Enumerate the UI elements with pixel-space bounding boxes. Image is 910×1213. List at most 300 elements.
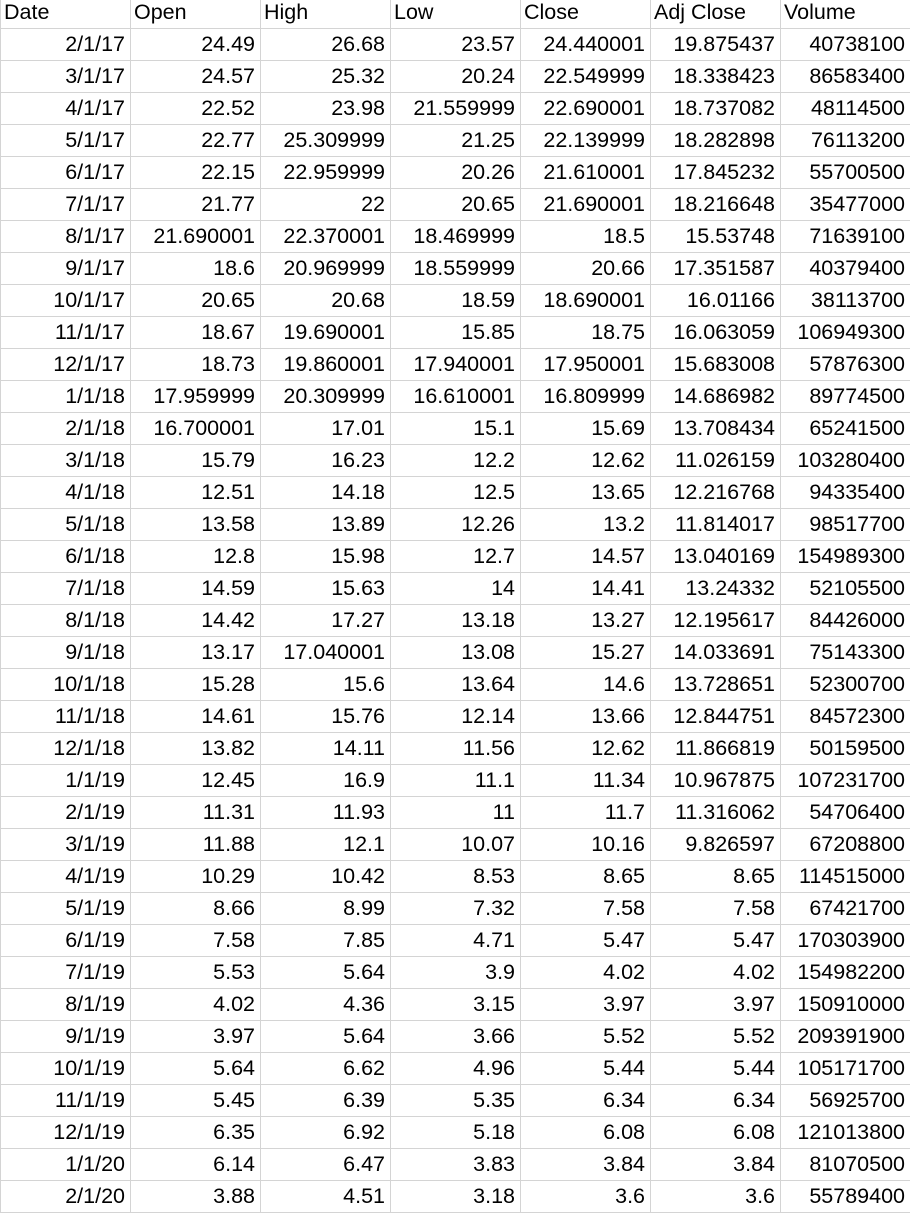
column-header-high[interactable]: High xyxy=(261,0,391,29)
cell-open[interactable]: 21.690001 xyxy=(131,221,261,253)
cell-high[interactable]: 6.92 xyxy=(261,1117,391,1149)
cell-volume[interactable]: 52105500 xyxy=(781,573,910,605)
cell-close[interactable]: 18.690001 xyxy=(521,285,651,317)
cell-close[interactable]: 17.950001 xyxy=(521,349,651,381)
cell-close[interactable]: 18.75 xyxy=(521,317,651,349)
cell-date[interactable]: 11/1/18 xyxy=(1,701,131,733)
cell-open[interactable]: 18.73 xyxy=(131,349,261,381)
cell-close[interactable]: 13.27 xyxy=(521,605,651,637)
cell-open[interactable]: 7.58 xyxy=(131,925,261,957)
cell-low[interactable]: 14 xyxy=(391,573,521,605)
cell-low[interactable]: 18.559999 xyxy=(391,253,521,285)
cell-close[interactable]: 16.809999 xyxy=(521,381,651,413)
cell-adj-close[interactable]: 11.316062 xyxy=(651,797,781,829)
cell-date[interactable]: 4/1/18 xyxy=(1,477,131,509)
table-row xyxy=(1,765,910,797)
cell-date[interactable]: 4/1/17 xyxy=(1,93,131,125)
cell-open[interactable]: 4.02 xyxy=(131,989,261,1021)
cell-adj-close[interactable]: 15.53748 xyxy=(651,221,781,253)
cell-low[interactable]: 10.07 xyxy=(391,829,521,861)
cell-low[interactable]: 15.1 xyxy=(391,413,521,445)
cell-adj-close[interactable]: 17.351587 xyxy=(651,253,781,285)
cell-close[interactable]: 5.44 xyxy=(521,1053,651,1085)
cell-adj-close[interactable]: 16.063059 xyxy=(651,317,781,349)
cell-open[interactable]: 13.58 xyxy=(131,509,261,541)
cell-date[interactable]: 10/1/18 xyxy=(1,669,131,701)
table-row xyxy=(1,29,910,61)
cell-open[interactable]: 6.35 xyxy=(131,1117,261,1149)
cell-adj-close[interactable]: 15.683008 xyxy=(651,349,781,381)
cell-high[interactable]: 11.93 xyxy=(261,797,391,829)
cell-low[interactable]: 12.14 xyxy=(391,701,521,733)
cell-adj-close[interactable]: 7.58 xyxy=(651,893,781,925)
table-row xyxy=(1,445,910,477)
cell-date[interactable]: 11/1/19 xyxy=(1,1085,131,1117)
cell-date[interactable]: 8/1/18 xyxy=(1,605,131,637)
table-row xyxy=(1,1085,910,1117)
cell-volume[interactable]: 154982200 xyxy=(781,957,910,989)
cell-high[interactable]: 15.63 xyxy=(261,573,391,605)
cell-date[interactable]: 7/1/17 xyxy=(1,189,131,221)
cell-open[interactable]: 3.97 xyxy=(131,1021,261,1053)
cell-high[interactable]: 23.98 xyxy=(261,93,391,125)
cell-high[interactable]: 5.64 xyxy=(261,1021,391,1053)
cell-date[interactable]: 9/1/17 xyxy=(1,253,131,285)
cell-volume[interactable]: 71639100 xyxy=(781,221,910,253)
table-row xyxy=(1,957,910,989)
cell-open[interactable]: 12.8 xyxy=(131,541,261,573)
cell-adj-close[interactable]: 6.08 xyxy=(651,1117,781,1149)
cell-adj-close[interactable]: 13.708434 xyxy=(651,413,781,445)
cell-adj-close[interactable]: 5.44 xyxy=(651,1053,781,1085)
cell-date[interactable]: 12/1/17 xyxy=(1,349,131,381)
cell-low[interactable]: 8.53 xyxy=(391,861,521,893)
cell-date[interactable]: 7/1/19 xyxy=(1,957,131,989)
cell-volume[interactable]: 56925700 xyxy=(781,1085,910,1117)
cell-low[interactable]: 23.57 xyxy=(391,29,521,61)
cell-close[interactable]: 15.27 xyxy=(521,637,651,669)
cell-close[interactable]: 11.34 xyxy=(521,765,651,797)
cell-open[interactable]: 18.67 xyxy=(131,317,261,349)
cell-close[interactable]: 21.690001 xyxy=(521,189,651,221)
cell-adj-close[interactable]: 13.728651 xyxy=(651,669,781,701)
cell-open[interactable]: 14.61 xyxy=(131,701,261,733)
cell-low[interactable]: 3.9 xyxy=(391,957,521,989)
table-row xyxy=(1,861,910,893)
cell-adj-close[interactable]: 14.686982 xyxy=(651,381,781,413)
cell-open[interactable]: 24.49 xyxy=(131,29,261,61)
table-row xyxy=(1,1149,910,1181)
cell-open[interactable]: 15.28 xyxy=(131,669,261,701)
cell-date[interactable]: 8/1/17 xyxy=(1,221,131,253)
cell-volume[interactable]: 65241500 xyxy=(781,413,910,445)
cell-date[interactable]: 1/1/19 xyxy=(1,765,131,797)
cell-low[interactable]: 11 xyxy=(391,797,521,829)
cell-high[interactable]: 7.85 xyxy=(261,925,391,957)
cell-low[interactable]: 3.66 xyxy=(391,1021,521,1053)
cell-high[interactable]: 17.040001 xyxy=(261,637,391,669)
column-header-adj-close[interactable]: Adj Close xyxy=(651,0,781,29)
cell-volume[interactable]: 98517700 xyxy=(781,509,910,541)
table-row xyxy=(1,189,910,221)
cell-volume[interactable]: 106949300 xyxy=(781,317,910,349)
cell-low[interactable]: 18.59 xyxy=(391,285,521,317)
cell-open[interactable]: 18.6 xyxy=(131,253,261,285)
cell-close[interactable]: 22.139999 xyxy=(521,125,651,157)
cell-adj-close[interactable]: 11.026159 xyxy=(651,445,781,477)
cell-date[interactable]: 2/1/18 xyxy=(1,413,131,445)
cell-high[interactable]: 17.27 xyxy=(261,605,391,637)
cell-high[interactable]: 19.860001 xyxy=(261,349,391,381)
cell-date[interactable]: 1/1/18 xyxy=(1,381,131,413)
cell-open[interactable]: 5.64 xyxy=(131,1053,261,1085)
cell-low[interactable]: 3.18 xyxy=(391,1181,521,1213)
cell-volume[interactable]: 57876300 xyxy=(781,349,910,381)
cell-adj-close[interactable]: 5.47 xyxy=(651,925,781,957)
cell-date[interactable]: 6/1/18 xyxy=(1,541,131,573)
cell-open[interactable]: 13.82 xyxy=(131,733,261,765)
table-row xyxy=(1,573,910,605)
cell-adj-close[interactable]: 14.033691 xyxy=(651,637,781,669)
cell-close[interactable]: 24.440001 xyxy=(521,29,651,61)
cell-volume[interactable]: 48114500 xyxy=(781,93,910,125)
cell-close[interactable]: 6.34 xyxy=(521,1085,651,1117)
cell-open[interactable]: 17.959999 xyxy=(131,381,261,413)
cell-low[interactable]: 13.18 xyxy=(391,605,521,637)
table-row xyxy=(1,61,910,93)
cell-date[interactable]: 10/1/17 xyxy=(1,285,131,317)
cell-date[interactable]: 6/1/19 xyxy=(1,925,131,957)
cell-high[interactable]: 4.36 xyxy=(261,989,391,1021)
table-row xyxy=(1,701,910,733)
column-header-volume[interactable]: Volume xyxy=(781,0,910,29)
cell-open[interactable]: 5.45 xyxy=(131,1085,261,1117)
cell-high[interactable]: 25.32 xyxy=(261,61,391,93)
cell-volume[interactable]: 67208800 xyxy=(781,829,910,861)
cell-close[interactable]: 14.6 xyxy=(521,669,651,701)
cell-adj-close[interactable]: 9.826597 xyxy=(651,829,781,861)
cell-high[interactable]: 17.01 xyxy=(261,413,391,445)
cell-volume[interactable]: 170303900 xyxy=(781,925,910,957)
table-row xyxy=(1,733,910,765)
cell-high[interactable]: 6.47 xyxy=(261,1149,391,1181)
cell-low[interactable]: 18.469999 xyxy=(391,221,521,253)
cell-adj-close[interactable]: 12.216768 xyxy=(651,477,781,509)
cell-date[interactable]: 2/1/17 xyxy=(1,29,131,61)
cell-open[interactable]: 22.15 xyxy=(131,157,261,189)
cell-low[interactable]: 21.559999 xyxy=(391,93,521,125)
table-row xyxy=(1,541,910,573)
cell-low[interactable]: 20.26 xyxy=(391,157,521,189)
cell-open[interactable]: 6.14 xyxy=(131,1149,261,1181)
cell-low[interactable]: 3.15 xyxy=(391,989,521,1021)
cell-high[interactable]: 22.959999 xyxy=(261,157,391,189)
cell-low[interactable]: 12.7 xyxy=(391,541,521,573)
cell-adj-close[interactable]: 12.844751 xyxy=(651,701,781,733)
cell-close[interactable]: 3.84 xyxy=(521,1149,651,1181)
table-body xyxy=(1,29,910,1213)
cell-low[interactable]: 3.83 xyxy=(391,1149,521,1181)
cell-open[interactable]: 13.17 xyxy=(131,637,261,669)
cell-low[interactable]: 5.18 xyxy=(391,1117,521,1149)
cell-close[interactable]: 15.69 xyxy=(521,413,651,445)
column-header-open[interactable]: Open xyxy=(131,0,261,29)
cell-close[interactable]: 21.610001 xyxy=(521,157,651,189)
cell-adj-close[interactable]: 3.84 xyxy=(651,1149,781,1181)
cell-adj-close[interactable]: 3.97 xyxy=(651,989,781,1021)
cell-high[interactable]: 15.76 xyxy=(261,701,391,733)
cell-low[interactable]: 4.71 xyxy=(391,925,521,957)
cell-adj-close[interactable]: 13.24332 xyxy=(651,573,781,605)
cell-high[interactable]: 16.23 xyxy=(261,445,391,477)
cell-high[interactable]: 25.309999 xyxy=(261,125,391,157)
cell-volume[interactable]: 94335400 xyxy=(781,477,910,509)
column-header-low[interactable]: Low xyxy=(391,0,521,29)
cell-high[interactable]: 10.42 xyxy=(261,861,391,893)
column-header-close[interactable]: Close xyxy=(521,0,651,29)
cell-volume[interactable]: 105171700 xyxy=(781,1053,910,1085)
cell-open[interactable]: 20.65 xyxy=(131,285,261,317)
table-row xyxy=(1,317,910,349)
cell-date[interactable]: 3/1/17 xyxy=(1,61,131,93)
cell-close[interactable]: 14.41 xyxy=(521,573,651,605)
cell-open[interactable]: 12.51 xyxy=(131,477,261,509)
cell-date[interactable]: 7/1/18 xyxy=(1,573,131,605)
cell-low[interactable]: 12.5 xyxy=(391,477,521,509)
table-row xyxy=(1,125,910,157)
cell-volume[interactable]: 209391900 xyxy=(781,1021,910,1053)
cell-high[interactable]: 22 xyxy=(261,189,391,221)
cell-volume[interactable]: 55700500 xyxy=(781,157,910,189)
cell-open[interactable]: 14.42 xyxy=(131,605,261,637)
cell-open[interactable]: 8.66 xyxy=(131,893,261,925)
table-row xyxy=(1,477,910,509)
cell-volume[interactable]: 40379400 xyxy=(781,253,910,285)
cell-date[interactable]: 11/1/17 xyxy=(1,317,131,349)
table-row xyxy=(1,349,910,381)
cell-high[interactable]: 13.89 xyxy=(261,509,391,541)
cell-adj-close[interactable]: 18.338423 xyxy=(651,61,781,93)
cell-low[interactable]: 16.610001 xyxy=(391,381,521,413)
cell-close[interactable]: 3.97 xyxy=(521,989,651,1021)
cell-low[interactable]: 4.96 xyxy=(391,1053,521,1085)
cell-adj-close[interactable]: 10.967875 xyxy=(651,765,781,797)
cell-open[interactable]: 15.79 xyxy=(131,445,261,477)
cell-adj-close[interactable]: 17.845232 xyxy=(651,157,781,189)
cell-high[interactable]: 5.64 xyxy=(261,957,391,989)
cell-date[interactable]: 2/1/20 xyxy=(1,1181,131,1213)
cell-low[interactable]: 15.85 xyxy=(391,317,521,349)
table-row xyxy=(1,797,910,829)
cell-date[interactable]: 5/1/18 xyxy=(1,509,131,541)
table-row xyxy=(1,413,910,445)
cell-volume[interactable]: 114515000 xyxy=(781,861,910,893)
cell-close[interactable]: 10.16 xyxy=(521,829,651,861)
cell-open[interactable]: 12.45 xyxy=(131,765,261,797)
cell-high[interactable]: 20.969999 xyxy=(261,253,391,285)
cell-adj-close[interactable]: 5.52 xyxy=(651,1021,781,1053)
cell-volume[interactable]: 35477000 xyxy=(781,189,910,221)
cell-volume[interactable]: 40738100 xyxy=(781,29,910,61)
cell-date[interactable]: 6/1/17 xyxy=(1,157,131,189)
cell-close[interactable]: 20.66 xyxy=(521,253,651,285)
cell-close[interactable]: 13.65 xyxy=(521,477,651,509)
cell-date[interactable]: 10/1/19 xyxy=(1,1053,131,1085)
cell-date[interactable]: 9/1/18 xyxy=(1,637,131,669)
cell-close[interactable]: 22.690001 xyxy=(521,93,651,125)
cell-close[interactable]: 14.57 xyxy=(521,541,651,573)
cell-volume[interactable]: 150910000 xyxy=(781,989,910,1021)
cell-open[interactable]: 5.53 xyxy=(131,957,261,989)
cell-close[interactable]: 13.66 xyxy=(521,701,651,733)
cell-open[interactable]: 11.88 xyxy=(131,829,261,861)
cell-close[interactable]: 6.08 xyxy=(521,1117,651,1149)
cell-volume[interactable]: 121013800 xyxy=(781,1117,910,1149)
table-row xyxy=(1,893,910,925)
table-row xyxy=(1,605,910,637)
cell-adj-close[interactable]: 11.814017 xyxy=(651,509,781,541)
cell-low[interactable]: 13.64 xyxy=(391,669,521,701)
cell-date[interactable]: 9/1/19 xyxy=(1,1021,131,1053)
cell-close[interactable]: 5.52 xyxy=(521,1021,651,1053)
cell-high[interactable]: 20.68 xyxy=(261,285,391,317)
cell-volume[interactable]: 50159500 xyxy=(781,733,910,765)
cell-adj-close[interactable]: 8.65 xyxy=(651,861,781,893)
cell-low[interactable]: 11.56 xyxy=(391,733,521,765)
table-row xyxy=(1,381,910,413)
cell-volume[interactable]: 75143300 xyxy=(781,637,910,669)
cell-low[interactable]: 5.35 xyxy=(391,1085,521,1117)
table-row xyxy=(1,93,910,125)
cell-volume[interactable]: 52300700 xyxy=(781,669,910,701)
cell-date[interactable]: 4/1/19 xyxy=(1,861,131,893)
cell-close[interactable]: 5.47 xyxy=(521,925,651,957)
header-row xyxy=(1,0,910,29)
cell-volume[interactable]: 76113200 xyxy=(781,125,910,157)
cell-high[interactable]: 20.309999 xyxy=(261,381,391,413)
cell-high[interactable]: 22.370001 xyxy=(261,221,391,253)
cell-volume[interactable]: 38113700 xyxy=(781,285,910,317)
cell-low[interactable]: 11.1 xyxy=(391,765,521,797)
table-row xyxy=(1,637,910,669)
cell-high[interactable]: 4.51 xyxy=(261,1181,391,1213)
cell-high[interactable]: 6.62 xyxy=(261,1053,391,1085)
cell-adj-close[interactable]: 11.866819 xyxy=(651,733,781,765)
cell-volume[interactable]: 89774500 xyxy=(781,381,910,413)
cell-close[interactable]: 12.62 xyxy=(521,445,651,477)
cell-adj-close[interactable]: 18.737082 xyxy=(651,93,781,125)
cell-low[interactable]: 13.08 xyxy=(391,637,521,669)
cell-high[interactable]: 19.690001 xyxy=(261,317,391,349)
cell-date[interactable]: 12/1/19 xyxy=(1,1117,131,1149)
cell-low[interactable]: 7.32 xyxy=(391,893,521,925)
table-row xyxy=(1,285,910,317)
cell-close[interactable]: 18.5 xyxy=(521,221,651,253)
cell-high[interactable]: 12.1 xyxy=(261,829,391,861)
table-row xyxy=(1,989,910,1021)
cell-adj-close[interactable]: 4.02 xyxy=(651,957,781,989)
cell-volume[interactable]: 107231700 xyxy=(781,765,910,797)
cell-adj-close[interactable]: 18.282898 xyxy=(651,125,781,157)
cell-close[interactable]: 12.62 xyxy=(521,733,651,765)
cell-close[interactable]: 8.65 xyxy=(521,861,651,893)
cell-close[interactable]: 7.58 xyxy=(521,893,651,925)
cell-date[interactable]: 8/1/19 xyxy=(1,989,131,1021)
cell-date[interactable]: 5/1/19 xyxy=(1,893,131,925)
cell-adj-close[interactable]: 13.040169 xyxy=(651,541,781,573)
cell-date[interactable]: 3/1/19 xyxy=(1,829,131,861)
table-row xyxy=(1,1117,910,1149)
cell-adj-close[interactable]: 3.6 xyxy=(651,1181,781,1213)
cell-date[interactable]: 5/1/17 xyxy=(1,125,131,157)
cell-low[interactable]: 20.24 xyxy=(391,61,521,93)
cell-volume[interactable]: 103280400 xyxy=(781,445,910,477)
cell-high[interactable]: 15.6 xyxy=(261,669,391,701)
cell-open[interactable]: 16.700001 xyxy=(131,413,261,445)
table-row xyxy=(1,157,910,189)
cell-high[interactable]: 16.9 xyxy=(261,765,391,797)
cell-volume[interactable]: 81070500 xyxy=(781,1149,910,1181)
table-row xyxy=(1,253,910,285)
cell-volume[interactable]: 84572300 xyxy=(781,701,910,733)
cell-close[interactable]: 22.549999 xyxy=(521,61,651,93)
cell-close[interactable]: 11.7 xyxy=(521,797,651,829)
cell-close[interactable]: 4.02 xyxy=(521,957,651,989)
cell-high[interactable]: 14.18 xyxy=(261,477,391,509)
cell-volume[interactable]: 154989300 xyxy=(781,541,910,573)
cell-close[interactable]: 3.6 xyxy=(521,1181,651,1213)
cell-adj-close[interactable]: 19.875437 xyxy=(651,29,781,61)
cell-low[interactable]: 21.25 xyxy=(391,125,521,157)
cell-date[interactable]: 2/1/19 xyxy=(1,797,131,829)
cell-date[interactable]: 12/1/18 xyxy=(1,733,131,765)
cell-close[interactable]: 13.2 xyxy=(521,509,651,541)
cell-volume[interactable]: 54706400 xyxy=(781,797,910,829)
cell-open[interactable]: 22.52 xyxy=(131,93,261,125)
cell-volume[interactable]: 55789400 xyxy=(781,1181,910,1213)
table-row xyxy=(1,829,910,861)
cell-low[interactable]: 12.26 xyxy=(391,509,521,541)
cell-high[interactable]: 8.99 xyxy=(261,893,391,925)
table-row xyxy=(1,509,910,541)
cell-adj-close[interactable]: 12.195617 xyxy=(651,605,781,637)
cell-open[interactable]: 22.77 xyxy=(131,125,261,157)
cell-high[interactable]: 6.39 xyxy=(261,1085,391,1117)
cell-open[interactable]: 14.59 xyxy=(131,573,261,605)
cell-high[interactable]: 15.98 xyxy=(261,541,391,573)
cell-low[interactable]: 12.2 xyxy=(391,445,521,477)
cell-open[interactable]: 21.77 xyxy=(131,189,261,221)
cell-low[interactable]: 20.65 xyxy=(391,189,521,221)
cell-open[interactable]: 11.31 xyxy=(131,797,261,829)
cell-low[interactable]: 17.940001 xyxy=(391,349,521,381)
cell-high[interactable]: 14.11 xyxy=(261,733,391,765)
cell-volume[interactable]: 84426000 xyxy=(781,605,910,637)
cell-adj-close[interactable]: 16.01166 xyxy=(651,285,781,317)
column-header-date[interactable]: Date xyxy=(1,0,131,29)
cell-adj-close[interactable]: 6.34 xyxy=(651,1085,781,1117)
cell-open[interactable]: 10.29 xyxy=(131,861,261,893)
cell-open[interactable]: 3.88 xyxy=(131,1181,261,1213)
cell-date[interactable]: 3/1/18 xyxy=(1,445,131,477)
cell-date[interactable]: 1/1/20 xyxy=(1,1149,131,1181)
cell-volume[interactable]: 86583400 xyxy=(781,61,910,93)
table-row xyxy=(1,1021,910,1053)
cell-open[interactable]: 24.57 xyxy=(131,61,261,93)
cell-volume[interactable]: 67421700 xyxy=(781,893,910,925)
cell-high[interactable]: 26.68 xyxy=(261,29,391,61)
cell-adj-close[interactable]: 18.216648 xyxy=(651,189,781,221)
